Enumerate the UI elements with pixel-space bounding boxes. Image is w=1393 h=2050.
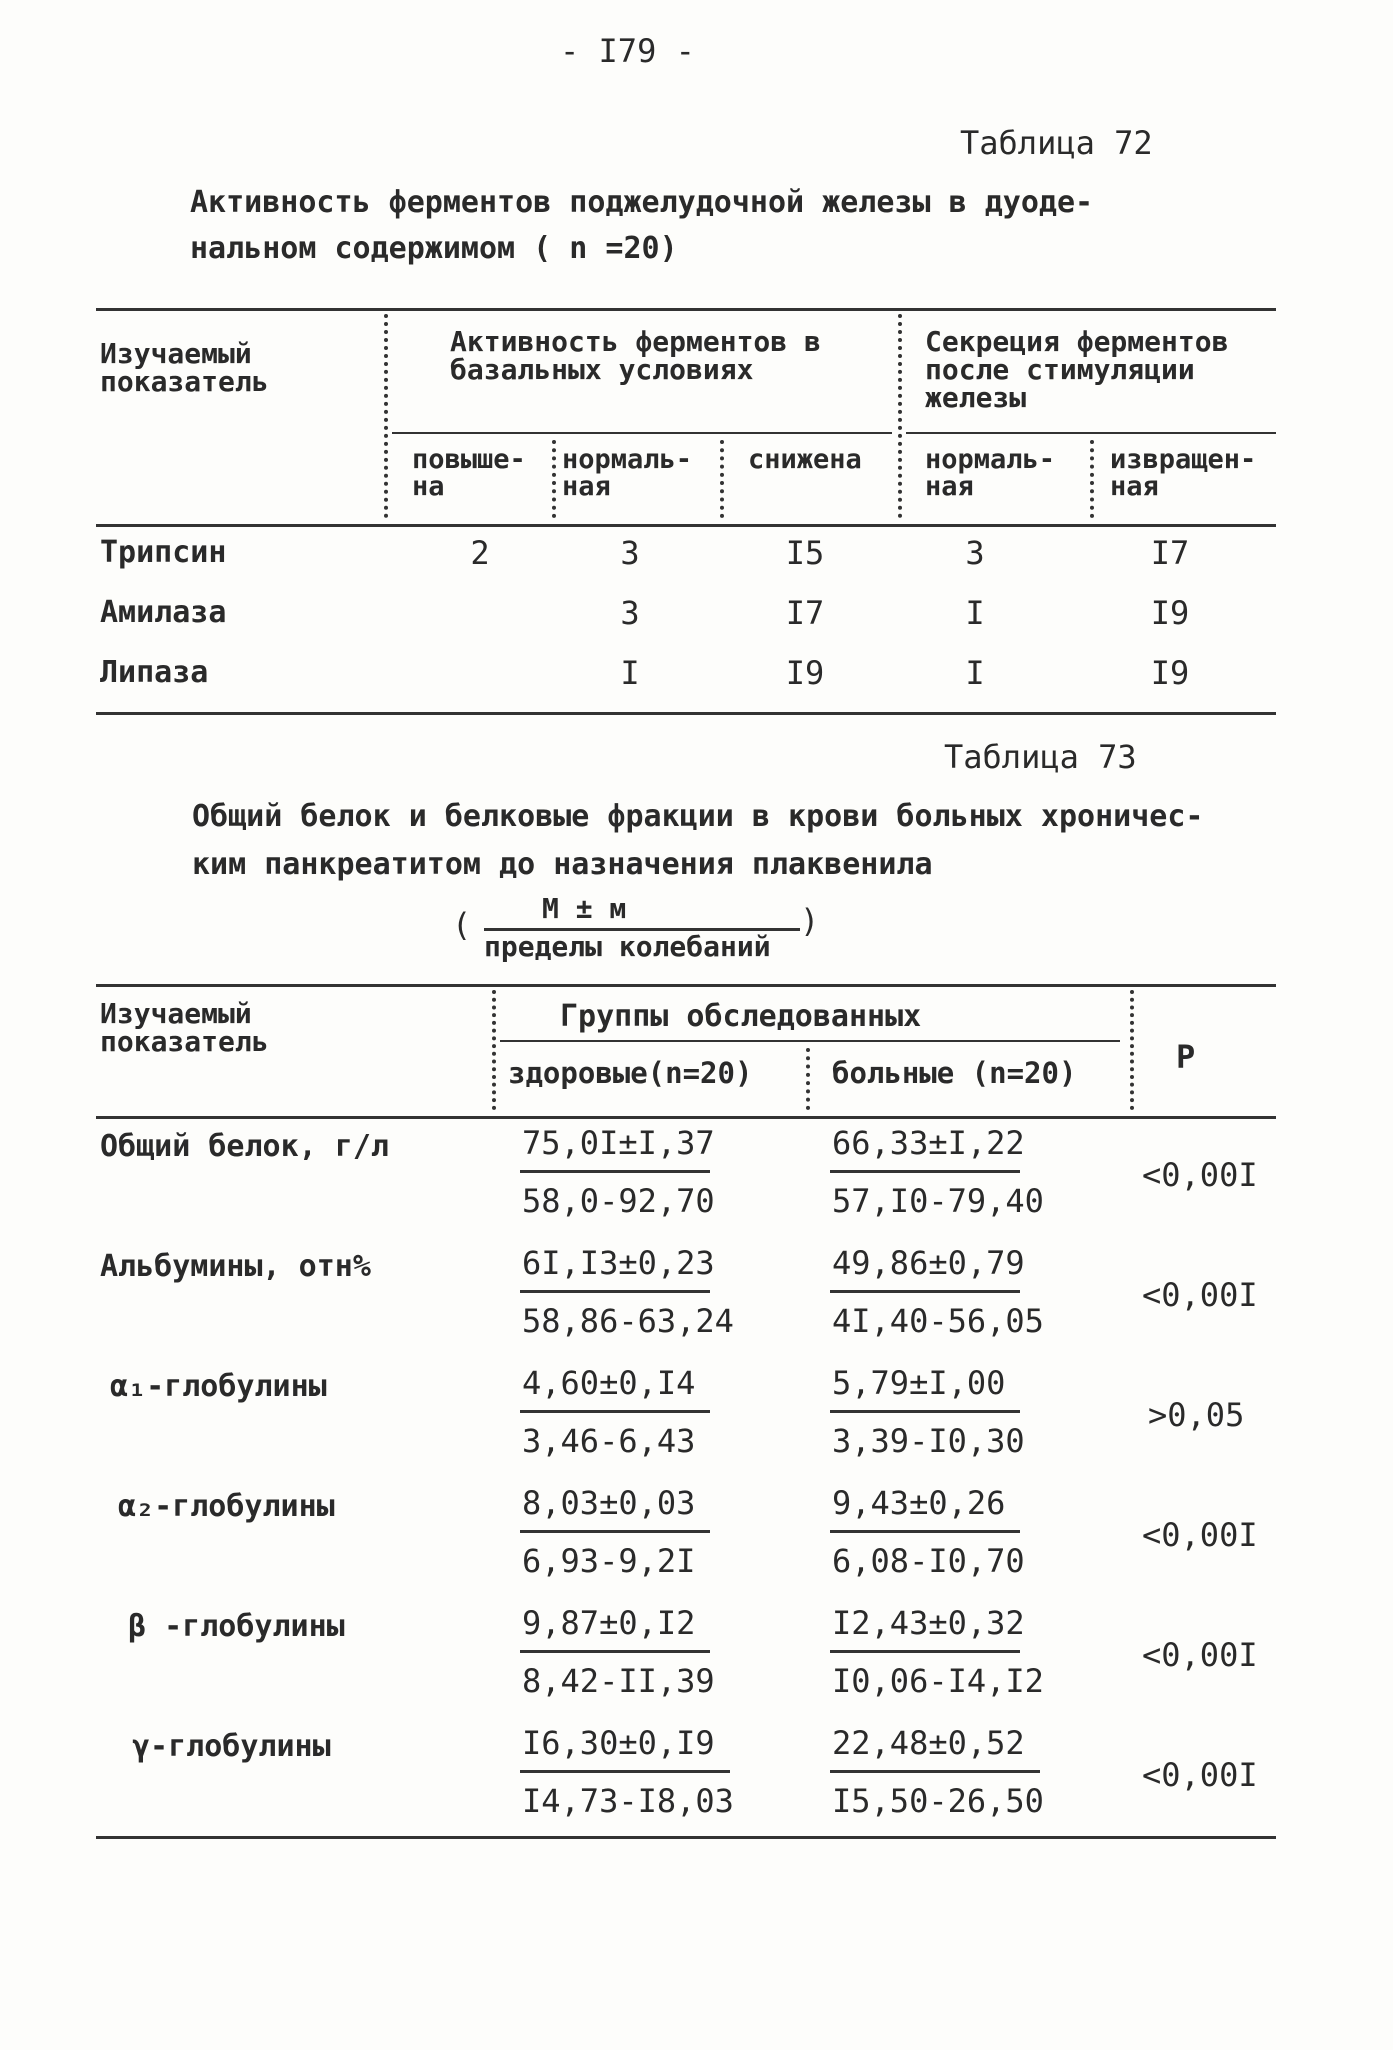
sick-fraction-line (830, 1770, 1040, 1773)
healthy-range: 58,0-92,70 (522, 1182, 715, 1220)
sick-fraction-line (830, 1650, 1020, 1653)
table73-divider-3 (1130, 990, 1134, 1110)
p-value: <0,00I (1142, 1156, 1258, 1194)
table73-title-line2: ким панкреатитом до назначения плаквенила (192, 847, 933, 882)
healthy-mean: 4,60±0,I4 (522, 1364, 696, 1402)
table72-cell: I9 (1150, 654, 1190, 692)
table72-subheader-rule-1 (392, 432, 892, 434)
table72-bottom-rule (96, 712, 1276, 715)
sick-fraction-line (830, 1290, 1020, 1293)
table73-row-name: γ-глобулины (132, 1729, 331, 1764)
sick-mean: 66,33±I,22 (832, 1124, 1025, 1162)
healthy-range: I4,73-I8,03 (522, 1782, 734, 1820)
healthy-mean: 9,87±0,I2 (522, 1604, 696, 1642)
sick-range: 57,I0-79,40 (832, 1182, 1044, 1220)
sick-mean: 22,48±0,52 (832, 1724, 1025, 1762)
p-value: <0,00I (1142, 1756, 1258, 1794)
healthy-fraction-line (520, 1530, 710, 1533)
page-number: - I79 - (560, 32, 695, 70)
p-value: <0,00I (1142, 1636, 1258, 1674)
table72-header-rule (96, 524, 1276, 527)
table72-title-line1: Активность ферментов поджелудочной железы в дуоде- (190, 185, 1094, 220)
table72-subheader-decreased: снижена (748, 444, 862, 475)
table72-cell: 3 (965, 534, 985, 572)
p-value: <0,00I (1142, 1516, 1258, 1554)
table72-subdivider-1 (552, 440, 556, 518)
sick-mean: I2,43±0,32 (832, 1604, 1025, 1642)
healthy-fraction-line (520, 1170, 710, 1173)
formula-close-paren: ) (800, 902, 820, 940)
table72-subheader-rule-2 (906, 432, 1276, 434)
p-value: <0,00I (1142, 1276, 1258, 1314)
table72-cell: 2 (470, 534, 490, 572)
table72-title-line2: нальном содержимом ( n =20) (190, 231, 678, 266)
table73-top-rule (96, 984, 1276, 987)
sick-range: I5,50-26,50 (832, 1782, 1044, 1820)
table72-cell: I9 (785, 654, 825, 692)
sick-fraction-line (830, 1530, 1020, 1533)
formula-numerator: M ± м (542, 892, 627, 925)
table72-cell: I5 (785, 534, 825, 572)
table72-cell: I (620, 654, 640, 692)
table72-divider-2 (898, 314, 902, 518)
table73-label: Таблица 73 (944, 738, 1137, 776)
healthy-range: 58,86-63,24 (522, 1302, 734, 1340)
table73-divider-2 (806, 1048, 810, 1110)
table73-header-rule (96, 1116, 1276, 1119)
healthy-mean: 6I,I3±0,23 (522, 1244, 715, 1282)
table72-row-name: Липаза (100, 655, 209, 690)
table72-cell: 3 (620, 534, 640, 572)
healthy-fraction-line (520, 1290, 710, 1293)
table72-cell: I (965, 594, 985, 632)
table72-cell: I7 (785, 594, 825, 632)
sick-mean: 49,86±0,79 (832, 1244, 1025, 1282)
table72-subdivider-3 (1090, 440, 1094, 518)
table73-row-name: Общий белок, г/л (100, 1129, 389, 1164)
table72-subheader-normal-1: нормаль- ная (562, 444, 693, 502)
table72-header-basal: Активность ферментов в базальных условиях (450, 325, 821, 386)
table72-label: Таблица 72 (960, 124, 1153, 162)
table73-header-healthy: здоровые(n=20) (508, 1056, 753, 1090)
healthy-mean: I6,30±0,I9 (522, 1724, 715, 1762)
table72-subheader-perverted: извращен- ная (1110, 444, 1257, 502)
table73-groups-rule (500, 1040, 1120, 1042)
table72-cell: 3 (620, 594, 640, 632)
table73-row-name: β -глобулины (128, 1609, 345, 1644)
table73-divider-1 (492, 990, 496, 1110)
table72-divider-1 (384, 314, 388, 518)
table72-subheader-increased: повыше- на (412, 444, 526, 502)
table73-header-p: P (1176, 1038, 1196, 1076)
sick-range: 6,08-I0,70 (832, 1542, 1025, 1580)
sick-range: 3,39-I0,30 (832, 1422, 1025, 1460)
table72-row-name: Трипсин (100, 535, 227, 570)
healthy-fraction-line (520, 1650, 710, 1653)
healthy-fraction-line (520, 1770, 730, 1773)
healthy-range: 3,46-6,43 (522, 1422, 696, 1460)
table73-bottom-rule (96, 1836, 1276, 1839)
sick-range: I0,06-I4,I2 (832, 1662, 1044, 1700)
table73-header-sick: больные (n=20) (832, 1056, 1077, 1090)
table73-header-indicator: Изучаемый показатель (100, 997, 269, 1058)
table72-subheader-normal-2: нормаль- ная (925, 444, 1056, 502)
formula-denominator: пределы колебаний (484, 930, 771, 963)
table73-row-name: Альбумины, отн% (100, 1249, 371, 1284)
table72-cell: I (965, 654, 985, 692)
healthy-range: 8,42-II,39 (522, 1662, 715, 1700)
table72-header-secretion: Секреция ферментов после стимуляции железы (925, 325, 1229, 414)
table72-cell: I7 (1150, 534, 1190, 572)
table73-row-name: α₁-глобулины (110, 1369, 327, 1404)
table72-subdivider-2 (720, 440, 724, 518)
p-value: >0,05 (1148, 1396, 1245, 1434)
sick-range: 4I,40-56,05 (832, 1302, 1044, 1340)
healthy-fraction-line (520, 1410, 710, 1413)
sick-fraction-line (830, 1410, 1020, 1413)
table72-header-indicator: Изучаемый показатель (100, 337, 269, 398)
sick-mean: 5,79±I,00 (832, 1364, 1006, 1402)
healthy-mean: 75,0I±I,37 (522, 1124, 715, 1162)
table72-row-name: Амилаза (100, 595, 227, 630)
healthy-range: 6,93-9,2I (522, 1542, 696, 1580)
table73-header-groups: Группы обследованных (560, 999, 922, 1034)
table72-top-rule (96, 308, 1276, 311)
table72-cell: I9 (1150, 594, 1190, 632)
table73-row-name: α₂-глобулины (118, 1489, 335, 1524)
table73-title-line1: Общий белок и белковые фракции в крови больных хроничес- (192, 799, 1204, 834)
sick-fraction-line (830, 1170, 1020, 1173)
formula-open-paren: ( (452, 906, 472, 944)
healthy-mean: 8,03±0,03 (522, 1484, 696, 1522)
sick-mean: 9,43±0,26 (832, 1484, 1006, 1522)
